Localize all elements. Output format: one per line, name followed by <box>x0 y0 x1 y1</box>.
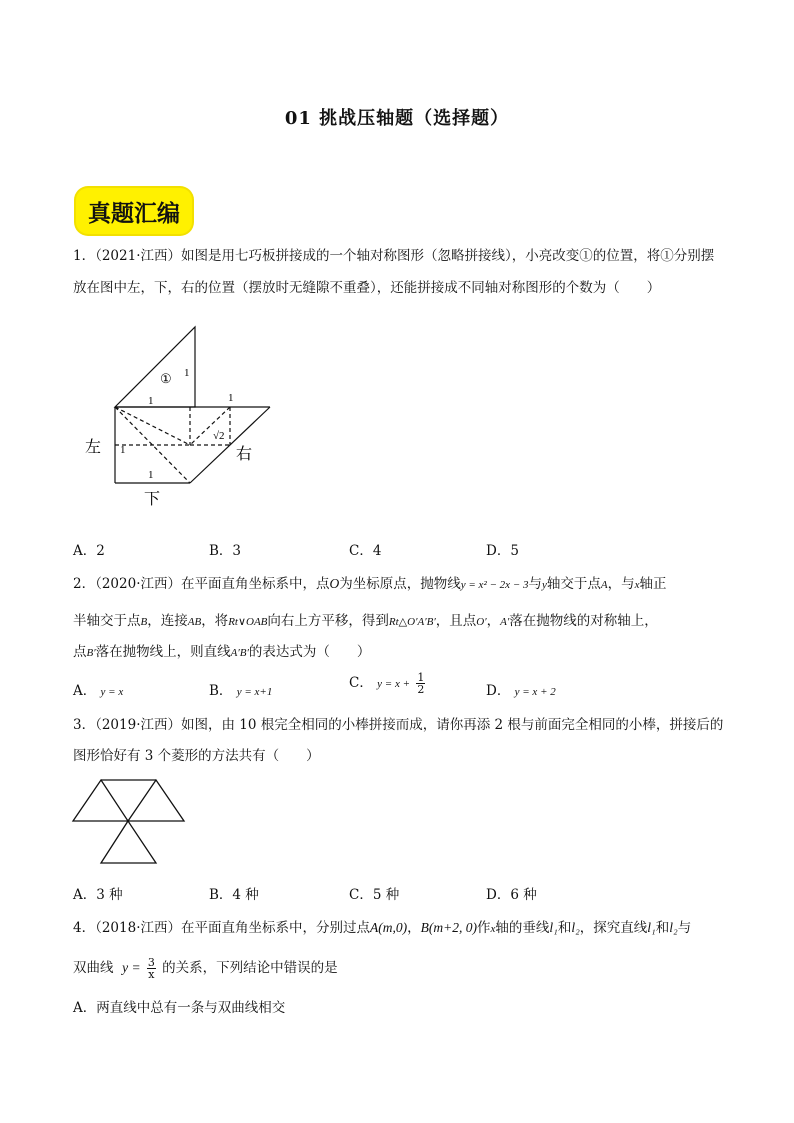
q1-label-vertical: 1 <box>184 367 190 379</box>
q1-right-word: 右 <box>236 446 253 463</box>
q4-hyperbola-fraction: $\frac{3}{x}$ <box>147 956 155 981</box>
q2-line1: 2．（2020·江西）在平面直角坐标系中，点O为坐标原点，抛物线y = x² − 2x − 3与y轴交于点A，与x轴正 <box>73 576 667 592</box>
q1-label-sqrt2: √2 <box>213 430 225 442</box>
q1-option-d: D．5 <box>486 543 519 559</box>
q1-left-word: 左 <box>85 439 102 456</box>
q2-option-a: A． y = x <box>73 683 124 699</box>
q1-label-top-right: 1 <box>228 392 234 404</box>
q3-option-c: C．5 种 <box>349 887 400 903</box>
q2-option-d: D． y = x + 2 <box>486 683 556 699</box>
q3-option-d: D．6 种 <box>486 887 537 903</box>
q3-line1: 3．（2019·江西）如图，由 10 根完全相同的小棒拼接而成，请你再添 2 根与前面完全相同的小棒，拼接后的 <box>73 717 724 733</box>
q1-bottom-word: 下 <box>144 491 161 508</box>
section-badge-label: 真题汇编 <box>88 200 180 227</box>
q2-option-c: C． y = x + $\frac{1}{2}$ <box>349 671 425 696</box>
page-title: 01 挑战压轴题（选择题） <box>284 108 510 129</box>
q3-option-b: B．4 种 <box>209 887 259 903</box>
q1-line1: 1．（2021·江西）如图是用七巧板拼接成的一个轴对称图形（忽略拼接线），小亮改变①的位置，将①分别摆 <box>73 248 715 264</box>
q1-label-left: 1 <box>120 444 126 456</box>
q1-line2: 放在图中左，下，右的位置（摆放时无缝隙不重叠），还能拼接成不同轴对称图形的个数为（ ） <box>73 280 661 296</box>
q2-option-c-fraction: $\frac{1}{2}$ <box>417 671 425 696</box>
q1-label-top-left: 1 <box>148 395 154 407</box>
q4-option-a: A．两直线中总有一条与双曲线相交 <box>73 1000 286 1016</box>
q2-option-b: B． y = x+1 <box>209 683 273 699</box>
q1-tangram-figure <box>75 320 285 515</box>
q1-option-c: C．4 <box>349 543 382 559</box>
q3-stick-figure <box>70 776 190 868</box>
q1-option-b: B．3 <box>209 543 242 559</box>
q4-line2: 双曲线 y = $\frac{3}{x}$ 的关系，下列结论中错误的是 <box>73 956 338 981</box>
q2-line3: 点B′落在抛物线上，则直线A′B′的表达式为（ ） <box>73 644 371 660</box>
q3-option-a: A．3 种 <box>73 887 123 903</box>
q1-option-a: A．2 <box>73 543 105 559</box>
q3-line2: 图形恰好有 3 个菱形的方法共有（ ） <box>73 748 320 764</box>
q2-line2: 半轴交于点B，连接AB，将Rt∨OAB向右上方平移，得到Rt△O′A′B′，且点O′，A′落在抛物线的对称轴上， <box>73 613 658 629</box>
section-badge <box>76 188 192 234</box>
q1-label-bottom: 1 <box>148 469 154 481</box>
q4-line1: 4．（2018·江西）在平面直角坐标系中，分别过点A(m,0)，B(m+2, 0)作x轴的垂线l₁和l₂，探究直线l₁和l₂与 <box>73 920 692 936</box>
q1-piece-1 <box>115 327 195 407</box>
q1-circle-label: ① <box>160 371 172 386</box>
